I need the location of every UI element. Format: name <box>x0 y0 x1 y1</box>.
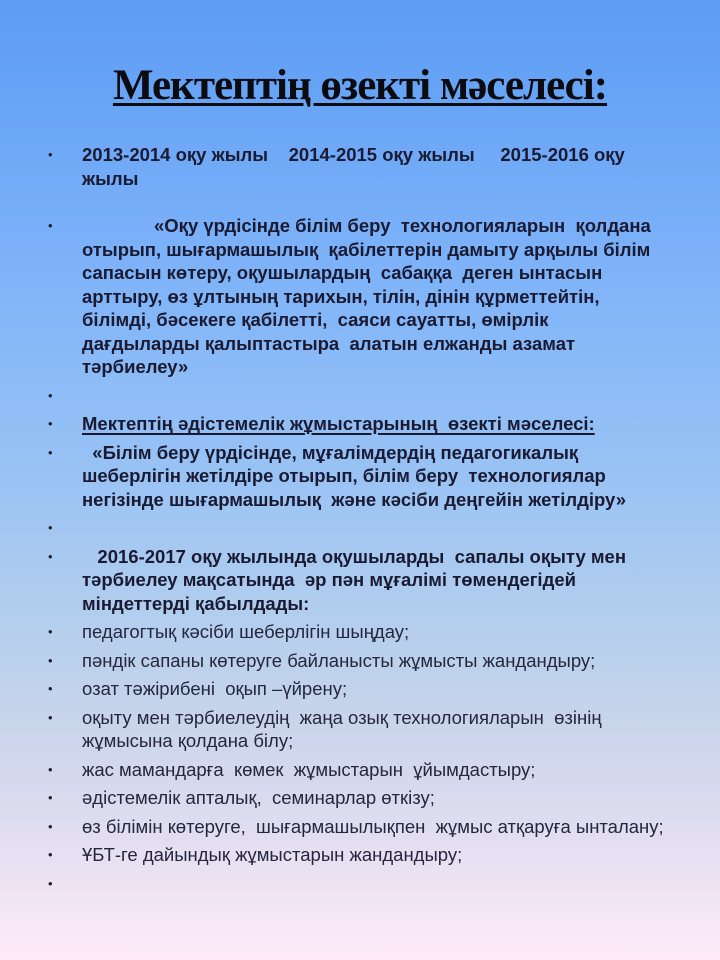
bullet-icon: • <box>48 548 53 564</box>
list-item-text: «Білім беру үрдісінде, мұғалімдердің педагогикалық шеберлігін жетілдіре отырып, білім беру технологиялар негізінде шығармашылық және кәсіби деңгейін жетілдіру» <box>82 441 627 510</box>
list-item-text: әдістемелік апталық, семинарлар өткізу; <box>82 787 435 809</box>
list-item-text: 2013-2014 оқу жылы 2014-2015 оқу жылы 2015-2016 оқу жылы <box>82 144 630 189</box>
bullet-icon: • <box>48 387 53 403</box>
list-item <box>46 815 670 839</box>
slide-title: Мектептің өзекті мәселесі: <box>112 62 608 109</box>
bullet-icon: • <box>48 875 53 891</box>
list-item <box>46 786 670 810</box>
list-item-empty <box>46 872 670 896</box>
bullet-icon: • <box>48 681 53 697</box>
bullet-icon: • <box>48 818 53 834</box>
bullet-icon: • <box>48 709 53 725</box>
bullet-icon: • <box>48 444 53 460</box>
list-item-empty <box>46 384 670 408</box>
bullet-icon: • <box>48 790 53 806</box>
bullet-icon: • <box>48 147 53 163</box>
list-item-text: педагогтық кәсіби шеберлігін шыңдау; <box>82 621 410 643</box>
bullet-list <box>0 109 720 895</box>
list-item <box>46 677 670 701</box>
bullet-icon: • <box>48 761 53 777</box>
list-item-mission-paragraph <box>46 214 670 379</box>
list-item-text: ҰБТ-ге дайындық жұмыстарын жандандыру; <box>82 844 463 866</box>
list-item <box>46 706 670 753</box>
list-item <box>46 758 670 782</box>
list-item-methodical-heading <box>46 412 670 436</box>
bullet-icon: • <box>48 416 53 432</box>
list-item-text: пәндік сапаны көтеруге байланысты жұмысты жандандыру; <box>82 649 596 671</box>
bullet-icon: • <box>48 847 53 863</box>
list-item <box>46 649 670 673</box>
list-item <box>46 620 670 644</box>
bullet-icon: • <box>48 520 53 536</box>
list-item-school-years <box>46 143 670 190</box>
list-item-year-2016-paragraph <box>46 545 670 616</box>
bullet-icon: • <box>48 652 53 668</box>
list-item-text: 2016-2017 оқу жылында оқушыларды сапалы оқыту мен тәрбиелеу мақсатында әр пән мұғалімі төмендегідей міндеттерді қабылдады: <box>82 545 632 614</box>
list-item-text: өз білімін көтеруге, шығармашылықпен жұмыс атқаруға ынталану; <box>82 815 664 837</box>
list-item-empty <box>46 516 670 540</box>
list-item <box>46 843 670 867</box>
list-item-text: «Оқу үрдісінде білім беру технологияларын қолдана отырып, шығармашылық қабілеттерін дамыту арқылы білім сапасын көтеру, оқушылардың сабаққа деген ынтасын арттыру, өз ұлтының тарихын, тілін, дінін құрметтейтін, білімді, бәсекеге қабілетті, саяси сауатты, өмірлік дағдыларды қалыптастыра алатын елжанды азамат тәрбиелеу» <box>82 215 656 378</box>
bullet-icon: • <box>48 624 53 640</box>
list-item-text: жас мамандарға көмек жұмыстарын ұйымдастыру; <box>82 758 536 780</box>
list-item-text: Мектептің әдістемелік жұмыстарының өзекті мәселесі: <box>82 413 595 435</box>
list-item-text: оқыту мен тәрбиелеудің жаңа озық технологияларын өзінің жұмысына қолдана білу; <box>82 706 607 752</box>
list-item-text: озат тәжірибені оқып –үйрену; <box>82 678 348 700</box>
bullet-icon: • <box>48 218 53 234</box>
list-item-methodical-paragraph <box>46 441 670 512</box>
